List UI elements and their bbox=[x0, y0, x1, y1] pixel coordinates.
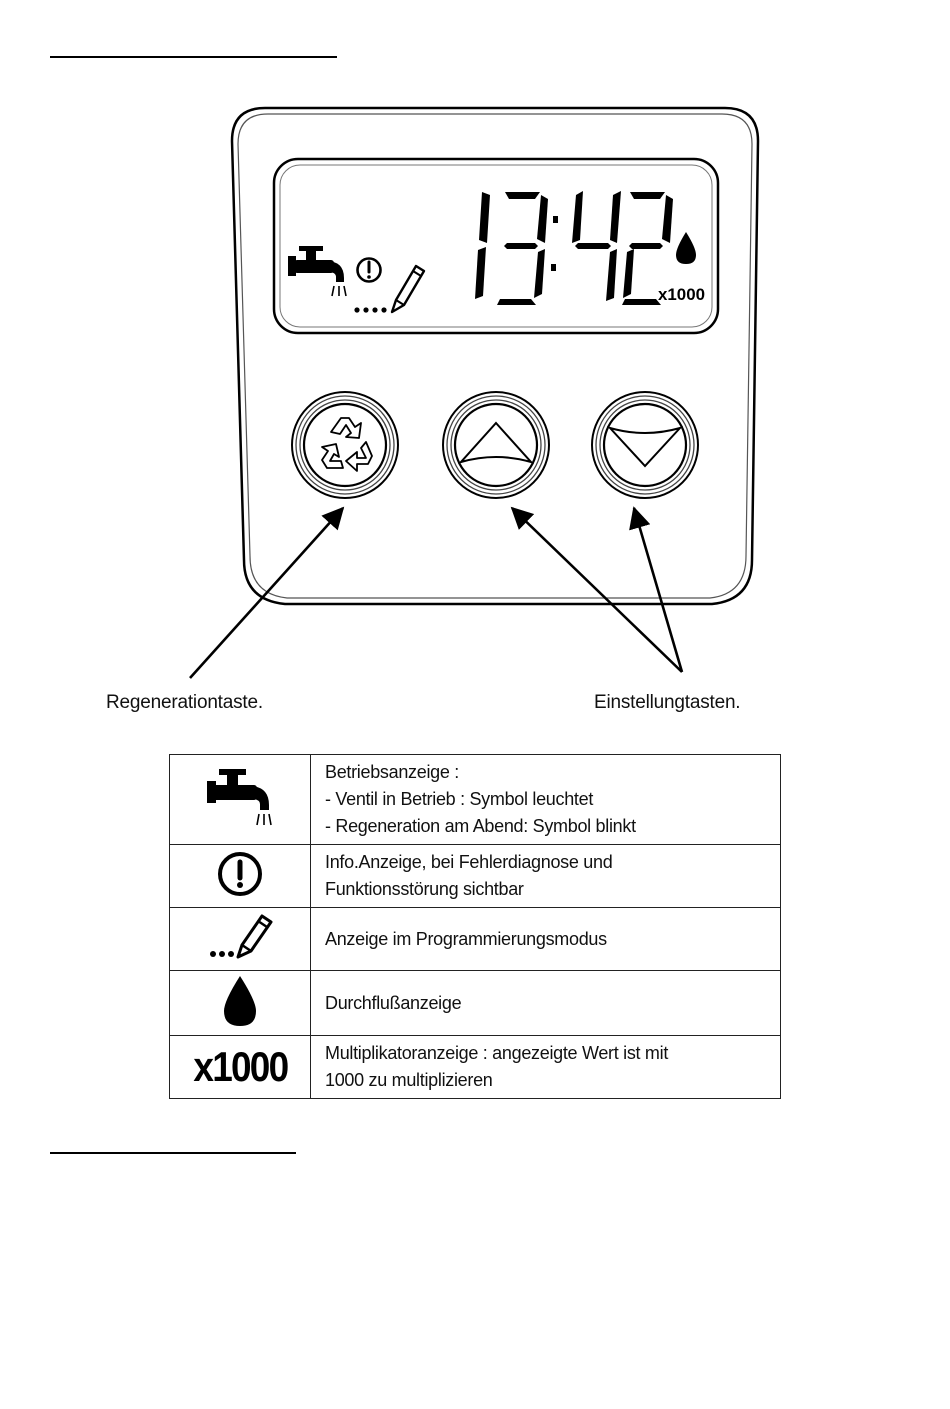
regeneration-key-caption: Regenerationtaste. bbox=[106, 692, 263, 713]
legend-info-line-1: Info.Anzeige, bei Fehlerdiagnose und bbox=[325, 852, 613, 872]
legend-row-multiplier bbox=[170, 1036, 781, 1099]
info-icon bbox=[212, 849, 268, 899]
regeneration-button[interactable] bbox=[292, 392, 398, 498]
drop-icon bbox=[218, 973, 262, 1029]
pencil-icon bbox=[200, 912, 280, 962]
legend-multiplier-line-1: Multiplikatoranzeige : angezeigte Wert ist mit bbox=[325, 1043, 669, 1063]
symbol-legend-table bbox=[169, 754, 781, 1099]
legend-multiplier-line-2: 1000 zu multiplizieren bbox=[325, 1070, 493, 1090]
up-button[interactable] bbox=[443, 392, 549, 498]
legend-flow-line-1: Durchflußanzeige bbox=[325, 992, 462, 1013]
setting-keys-caption: Einstellungtasten. bbox=[594, 692, 741, 713]
display-multiplier: x1000 bbox=[658, 285, 705, 304]
legend-info-line-2: Funktionsstörung sichtbar bbox=[325, 879, 524, 899]
legend-row-info bbox=[170, 845, 781, 908]
legend-row-flow bbox=[170, 971, 781, 1036]
faucet-icon bbox=[205, 767, 275, 827]
legend-operation-line-3: - Regeneration am Abend: Symbol blinkt bbox=[325, 816, 636, 836]
legend-row-operation bbox=[170, 755, 781, 845]
legend-row-programming bbox=[170, 908, 781, 971]
legend-programming-line-1: Anzeige im Programmierungsmodus bbox=[325, 928, 607, 949]
x1000-icon: x1000 bbox=[193, 1043, 287, 1090]
legend-operation-line-1: Betriebsanzeige : bbox=[325, 762, 459, 782]
legend-operation-line-2: - Ventil in Betrieb : Symbol leuchtet bbox=[325, 789, 594, 809]
down-button[interactable] bbox=[592, 392, 698, 498]
bottom-rule bbox=[50, 1152, 296, 1154]
